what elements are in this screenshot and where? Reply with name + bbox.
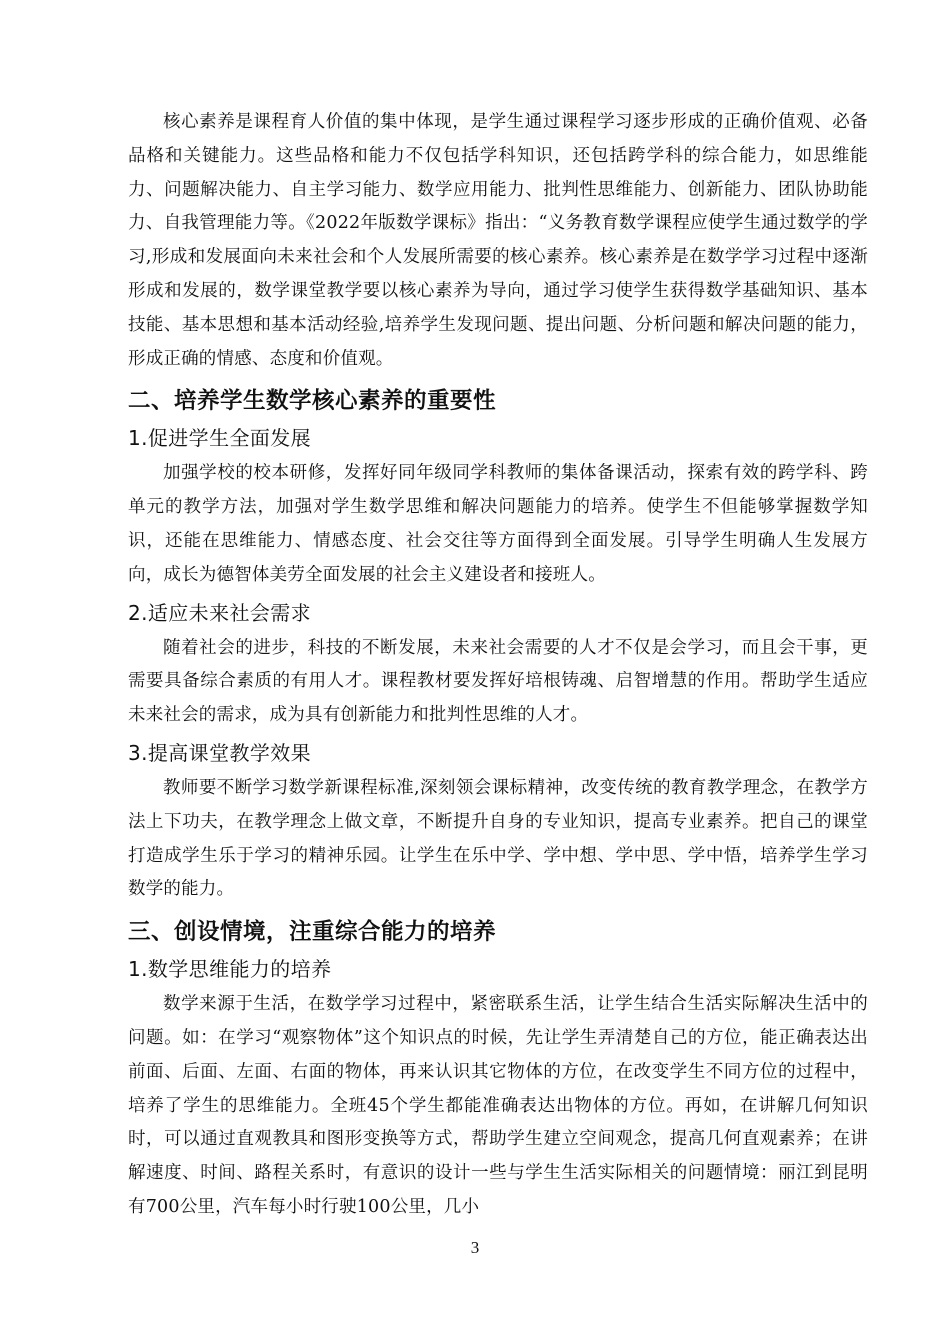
subsection-2-1-paragraph: 加强学校的校本研修，发挥好同年级同学科教师的集体备课活动，探索有效的跨学科、跨单元的教学方法，加强对学生数学思维和解决问题能力的培养。使学生不但能够掌握数学知识，还能在思维能力、情感态度、社会交往等方面得到全面发展。引导学生明确人生发展方向，成长为德智体美劳全面发展的社会主义建设者和接班人。: [128, 463, 868, 585]
page-number: 3: [470, 1238, 480, 1257]
subsection-2-3-heading: 3.提高课堂教学效果: [128, 740, 312, 765]
subsection-2-2-heading: 2.适应未来社会需求: [128, 600, 312, 625]
subsection-2-2-paragraph: 随着社会的进步，科技的不断发展，未来社会需要的人才不仅是会学习，而且会干事，更需要具备综合素质的有用人才。课程教材要发挥好培根铸魂、启智增慧的作用。帮助学生适应未来社会的需求，成为具有创新能力和批判性思维的人才。: [128, 637, 868, 726]
subsection-2-3-paragraph: 教师要不断学习数学新课程标准,深刻领会课标精神，改变传统的教育教学理念，在教学方法上下功夫，在教学理念上做文章，不断提升自身的专业知识，提高专业素养。把自己的课堂打造成学生乐于学习的精神乐园。让学生在乐中学、学中想、学中思、学中悟，培养学生学习数学的能力。: [128, 777, 868, 900]
subsection-2-1-heading: 1.促进学生全面发展: [128, 426, 312, 451]
subsection-3-1-heading: 1.数学思维能力的培养: [128, 957, 332, 982]
intro-paragraph: 核心素养是课程育人价值的集中体现，是学生通过课程学习逐步形成的正确价值观、必备品格和关键能力。这些品格和能力不仅包括学科知识，还包括跨学科的综合能力，如思维能力、问题解决能力、自主学习能力、数学应用能力、批判性思维能力、创新能力、团队协助能力、自我管理能力等。《2022年版数学课标》指出：“义务教育数学课程应使学生通过数学的学习,形成和发展面向未来社会和个人发展所需要的核心素养。核心素养是在数学学习过程中逐渐形成和发展的，数学课堂教学要以核心素养为导向，通过学习使学生获得数学基础知识、基本技能、基本思想和基本活动经验,培养学生发现问题、提出问题、分析问题和解决问题的能力，形成正确的情感、态度和价值观。: [128, 112, 868, 369]
section-3-heading: 三、创设情境，注重综合能力的培养: [128, 919, 497, 946]
section-2-heading: 二、培养学生数学核心素养的重要性: [128, 388, 497, 415]
subsection-3-1-paragraph: 数学来源于生活，在数学学习过程中，紧密联系生活，让学生结合生活实际解决生活中的问题。如：在学习“观察物体”这个知识点的时候，先让学生弄清楚自己的方位，能正确表达出前面、后面、左面、右面的物体，再来认识其它物体的方位，在改变学生不同方位的过程中，培养了学生的思维能力。全班45个学生都能准确表达出物体的方位。再如，在讲解几何知识时，可以通过直观教具和图形变换等方式，帮助学生建立空间观念，提高几何直观素养；在讲解速度、时间、路程关系时，有意识的设计一些与学生生活实际相关的问题情境：丽江到昆明有700公里，汽车每小时行驶100公里，几小: [128, 994, 868, 1217]
document-body: [128, 106, 868, 1225]
